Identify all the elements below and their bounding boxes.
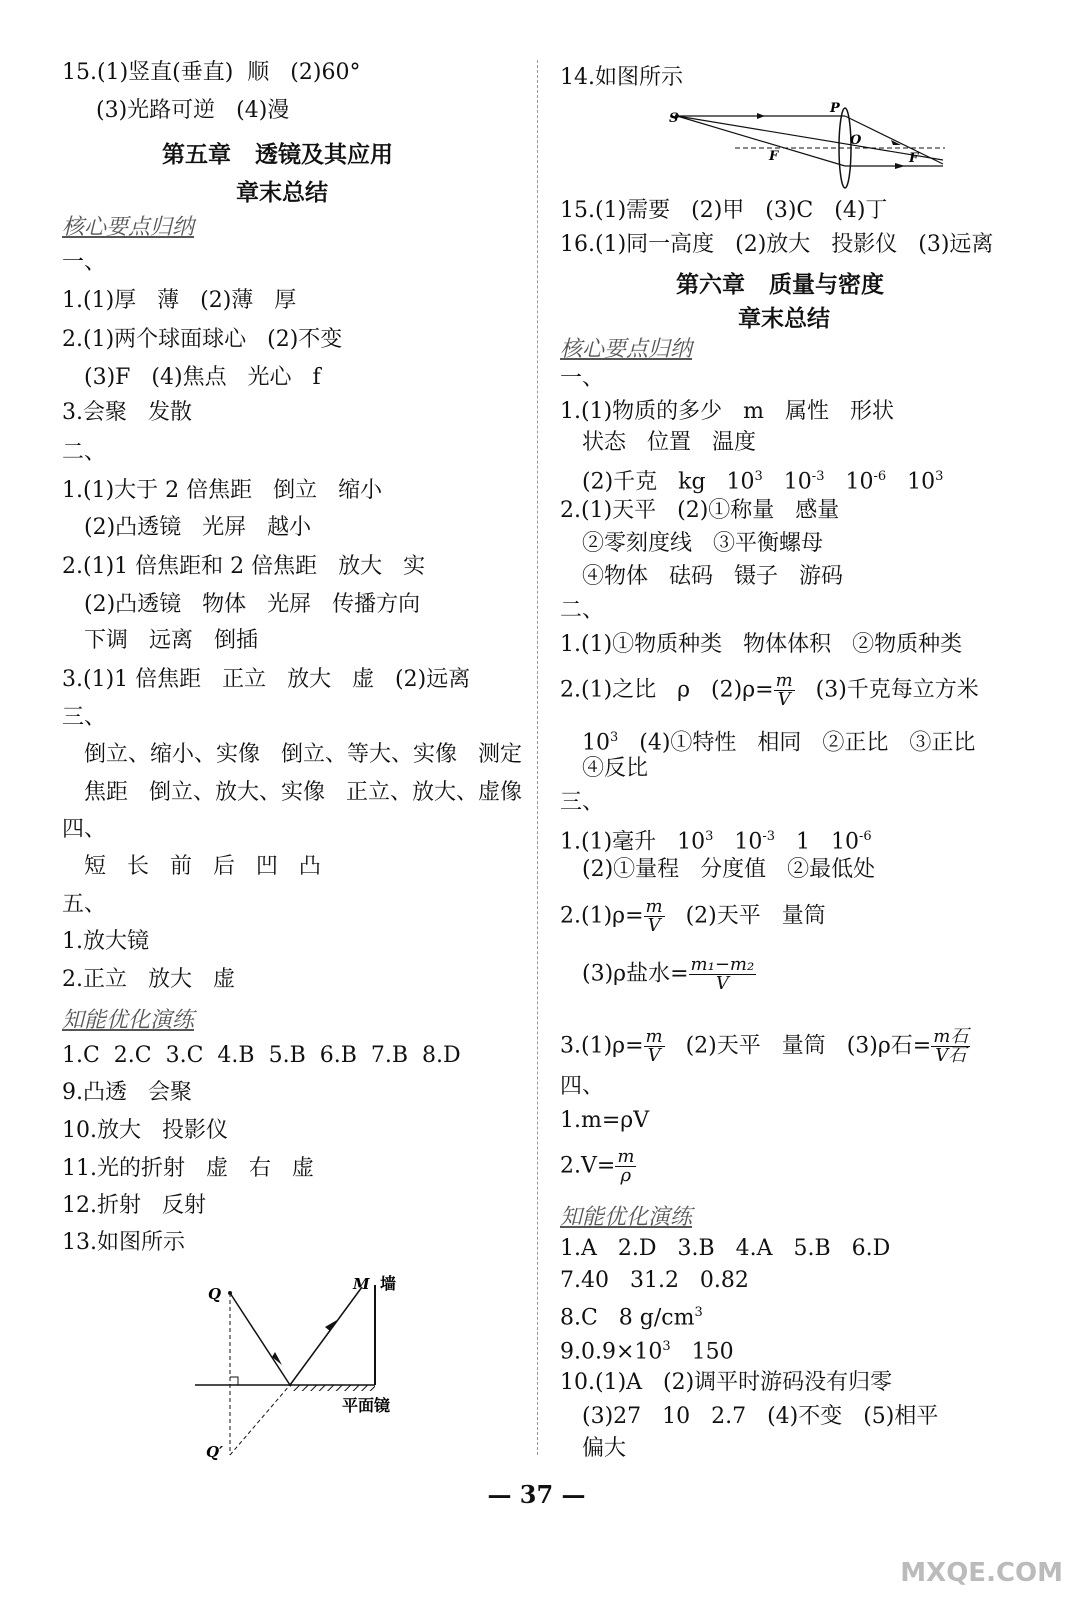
part-3-heading: 三、 — [62, 705, 107, 730]
column-divider — [537, 60, 538, 1455]
answer-line: 1.放大镜 — [62, 929, 149, 954]
part-1-heading: 一、 — [560, 366, 605, 391]
chapter-6-summary: 章末总结 — [738, 305, 830, 332]
answer-line: 短 长 前 后 凹 凸 — [84, 854, 321, 879]
density-fraction: $\frac{m}{V}$ — [645, 896, 663, 936]
answer-line: 倒立、缩小、实像 倒立、等大、实像 测定 — [84, 742, 522, 767]
answer-line: 2.(1)之比 ρ (2)ρ= $\frac{m}{V}$ (3)千克每立方米 — [560, 670, 979, 710]
section-practice: 知能优化演练 — [62, 1008, 195, 1033]
answer-line: 1.(1)物质的多少 m 属性 形状 — [560, 399, 894, 424]
part-2-heading: 二、 — [62, 440, 107, 465]
answer-line: 13.如图所示 — [62, 1230, 185, 1255]
answer-line: 1.A 2.D 3.B 4.A 5.B 6.D — [560, 1236, 891, 1261]
answer-14: 14.如图所示 — [560, 65, 683, 90]
answer-line: 7.40 31.2 0.82 — [560, 1268, 749, 1293]
answer-line: 2.正立 放大 虚 — [62, 967, 235, 992]
answer-line: 1.(1)厚 薄 (2)薄 厚 — [62, 288, 297, 313]
answer-line: (2)凸透镜 物体 光屏 传播方向 — [84, 592, 421, 617]
section-core-points: 核心要点归纳 — [62, 215, 195, 240]
stone-density-fraction: $\frac{\text{m石}}{\text{V石}}$ — [933, 1026, 969, 1066]
section-core-points: 核心要点归纳 — [560, 337, 693, 362]
answer-line: 3.(1)1 倍焦距 正立 放大 虚 (2)远离 — [62, 667, 471, 692]
answer-line: $9.0.9\times 10^3$ 150 — [560, 1339, 734, 1365]
answer-line: 1.m=ρV — [560, 1108, 650, 1133]
part-3-heading: 三、 — [560, 790, 605, 815]
density-fraction: $\frac{m}{V}$ — [775, 670, 793, 710]
answer-line: 1.(1)大于 2 倍焦距 倒立 缩小 — [62, 478, 383, 503]
part-2-heading: 二、 — [560, 598, 605, 623]
lens-ray-diagram — [665, 100, 955, 192]
answer-line: (2)①量程 分度值 ②最低处 — [582, 857, 876, 882]
answer-line: (3)F (4)焦点 光心 f — [84, 365, 321, 390]
answer-line: 偏大 — [582, 1436, 627, 1461]
part-4-heading: 四、 — [62, 817, 107, 842]
point-s-label: S — [669, 111, 679, 126]
wall-label: 墙 — [380, 1274, 397, 1293]
answer-line: 2.(1)两个球面球心 (2)不变 — [62, 327, 343, 352]
answer-line: 状态 位置 温度 — [582, 430, 756, 455]
answer-line: 2.(1)ρ= $\frac{m}{V}$ (2)天平 量筒 — [560, 896, 826, 936]
page-number: — 37 — — [487, 1480, 586, 1509]
answer-line: 焦距 倒立、放大、实像 正立、放大、虚像 — [84, 780, 522, 805]
point-m-label: M — [353, 1275, 370, 1293]
density-fraction: $\frac{m}{V}$ — [645, 1026, 663, 1066]
answer-line: ④物体 砝码 镊子 游码 — [582, 564, 843, 589]
part-4-heading: 四、 — [560, 1074, 605, 1099]
answer-line: 10.(1)A (2)调平时游码没有归零 — [560, 1370, 893, 1395]
answer-line: 8.C 8 $g/cm^3$ — [560, 1305, 703, 1331]
answer-line: 3.会聚 发散 — [62, 400, 192, 425]
answer-line: (3)ρ盐水= $\frac{\text{m₁−m₂}}{V}$ — [582, 954, 755, 994]
section-practice: 知能优化演练 — [560, 1205, 693, 1230]
answer-line: (2)凸透镜 光屏 越小 — [84, 515, 312, 540]
answer-line: (3)27 10 2.7 (4)不变 (5)相平 — [582, 1404, 939, 1429]
answer-15: 15.(1)竖直(垂直) 顺 (2)60° — [62, 60, 361, 85]
answer-line: 下调 远离 倒插 — [84, 628, 258, 653]
answer-line: 1.(1)毫升 $10^3$ $10^{-3}$ 1 $10^{-6}$ — [560, 829, 872, 855]
answer-line: $10^3$ (4)①特性 相同 ②正比 ③正比 — [582, 730, 976, 756]
answer-line: ②零刻度线 ③平衡螺母 — [582, 531, 823, 556]
saltwater-density-fraction: $\frac{\text{m₁−m₂}}{V}$ — [690, 954, 755, 994]
answer-line: 1.(1)①物质种类 物体体积 ②物质种类 — [560, 632, 963, 657]
focus-left-label: F — [769, 149, 779, 164]
answer-line: (2)千克 kg $10^3$ $10^{-3}$ $10^{-6}$ $10^3$ — [582, 469, 944, 495]
answer-line: 2.(1)1 倍焦距和 2 倍焦距 放大 实 — [62, 554, 426, 579]
point-p-label: P — [830, 101, 840, 116]
point-q-label: Q — [208, 1285, 222, 1303]
answer-line: 2.V= $\frac{m}{\rho}$ — [560, 1146, 635, 1186]
chapter-6-title: 第六章 质量与密度 — [676, 271, 885, 298]
answer-15-cont: (3)光路可逆 (4)漫 — [96, 98, 290, 123]
mirror-label: 平面镜 — [342, 1396, 391, 1415]
answer-line: 11.光的折射 虚 右 虚 — [62, 1156, 314, 1181]
answer-line: 1.C 2.C 3.C 4.B 5.B 6.B 7.B 8.D — [62, 1043, 461, 1068]
answer-line: 2.(1)天平 (2)①称量 感量 — [560, 498, 840, 523]
chapter-5-title: 第五章 透镜及其应用 — [162, 141, 394, 168]
answer-line: 10.放大 投影仪 — [62, 1118, 228, 1143]
part-5-heading: 五、 — [62, 892, 107, 917]
answer-15: 15.(1)需要 (2)甲 (3)C (4)丁 — [560, 198, 888, 223]
part-1-heading: 一、 — [62, 250, 107, 275]
answer-line: 3.(1)ρ= $\frac{m}{V}$ (2)天平 量筒 (3)ρ石= $\frac{\text{m石}}{\text{V石}}$ — [560, 1026, 969, 1066]
answer-line: 9.凸透 会聚 — [62, 1080, 192, 1105]
point-o-label: O — [850, 133, 862, 148]
watermark: MXQE.COM — [900, 1558, 1063, 1588]
answer-line: 12.折射 反射 — [62, 1193, 206, 1218]
chapter-5-summary: 章末总结 — [236, 179, 328, 206]
focus-right-label: F — [909, 151, 919, 166]
answer-line: ④反比 — [582, 756, 649, 781]
point-q-image-label: Q′ — [206, 1443, 224, 1461]
answer-16: 16.(1)同一高度 (2)放大 投影仪 (3)远离 — [560, 232, 994, 257]
mirror-reflection-diagram — [190, 1265, 420, 1465]
volume-fraction: $\frac{m}{\rho}$ — [617, 1146, 635, 1186]
